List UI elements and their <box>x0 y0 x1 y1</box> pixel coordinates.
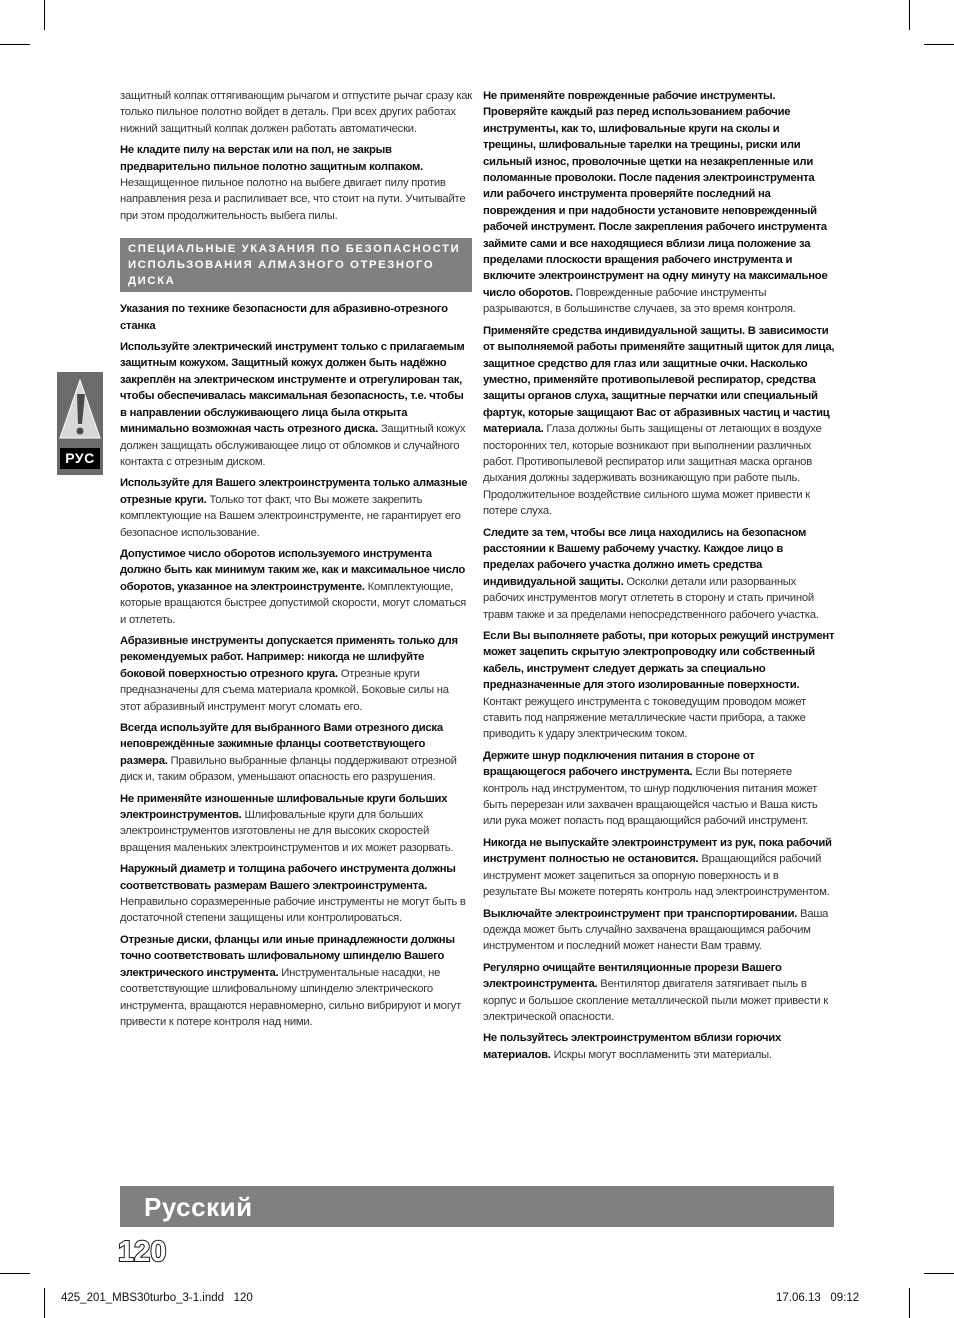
crop-mark <box>44 0 45 30</box>
right-column <box>483 88 835 1068</box>
instruction-paragraph: Абразивные инструменты допускается применять только для рекомендуемых работ. Например: никогда не шлифуйте боковой поверхностью отрезного круга. Отрезные круги предназначены для съема материала кромкой. Боковые силы на этот абразивный инструмент могут сломать его. <box>120 634 458 713</box>
instruction-paragraph: Используйте для Вашего электроинструмента только алмазные отрезные круги. Только тот факт, что Вы можете закрепить комплектующие на Вашем электроинструменте, не гарантирует его безопасное использование. <box>120 477 468 539</box>
print-slug-file: 425_201_MBS30turbo_3-1.indd 120 <box>61 1292 253 1304</box>
warning-exclamation-icon <box>57 372 103 448</box>
language-side-tab <box>57 372 103 475</box>
instruction-paragraph: Выключайте электроинструмент при транспортировании. Ваша одежда может быть случайно захвачена вращающимся рабочим инструментом и последний может нанести Вам травму. <box>483 907 829 953</box>
language-title: Русский <box>144 1192 253 1222</box>
instruction-paragraph: Используйте электрический инструмент только с прилагаемым защитным кожухом. Защитный кожух должен быть надёжно закреплён на электрическом инструменте и отрегулирован так, чтобы обеспечивалась максимальная безопасность, т.е. чтобы в направлении обслуживающего лица была открыта минимально возможная часть отрезного диска. Защитный кожух должен защищать обслуживающее лицо от обломков и случайного контакта с отрезным диском. <box>120 341 466 468</box>
print-slug-date: 17.06.13 09:12 <box>776 1292 860 1304</box>
instruction-paragraph: Не применяйте изношенные шлифовальные круги больших электроинструментов. Шлифовальные круги для больших электроинструментов изготовлены не для высоких скоростей вращения маленьких электроинструментов и их может разорвать. <box>120 792 454 854</box>
instruction-paragraph: Регулярно очищайте вентиляционные прорези Вашего электроинструмента. Вентилятор двигателя затягивает пыль в корпус и большое скопление металлической пыли может привести к электрической опасности. <box>483 961 828 1023</box>
crop-mark <box>924 1273 954 1274</box>
intro-paragraph: защитный колпак оттягивающим рычагом и отпустите рычаг сразу как только пильное полотно войдет в деталь. При всех других работах нижний защитный колпак должен работать автоматически. <box>120 90 472 135</box>
left-column <box>120 88 472 1035</box>
instruction-paragraph: Применяйте средства индивидуальной защиты. В зависимости от выполняемой работы применяйте защитный щиток для лица, защитное средство для глаз или защитные очки. Насколько уместно, применяйте противопылевой респиратор, средства защиты органов слуха, защитные перчатки или специальный фартук, которые защищают Вас от абразивных частиц и частиц материала. Глаза должны быть защищены от летающих в воздухе посторонних тел, которые возникают при выполнении различных работ. Противопылевой респиратор или защитная маска органов дыхания должны задерживать возникающую при работе пыль. Продолжительное воздействие сильного шума может привести к потере слуха. <box>483 324 835 518</box>
crop-mark <box>44 1288 45 1318</box>
crop-mark <box>924 44 954 45</box>
instruction-paragraph: Если Вы выполняете работы, при которых режущий инструмент может зацепить скрытую электропроводку или собственный кабель, инструмент следует держать за специально предназначенные для этого изолированные поверхности. Контакт режущего инструмента с токоведущим проводом может ставить под напряжение металлические части прибора, а также приводить к удару электрическим током. <box>483 630 835 741</box>
page-number: 120 <box>118 1236 167 1268</box>
crop-mark <box>0 1273 30 1274</box>
instruction-paragraph: Никогда не выпускайте электроинструмент из рук, пока рабочий инструмент полностью не остановится. Вращающийся рабочий инструмент может зацепиться за опорную поверхность и в результате Вы можете потерять контроль над электроинструментом. <box>483 836 832 899</box>
instruction-paragraph: Всегда используйте для выбранного Вами отрезного диска неповреждённые зажимные фланцы соответствующего размера. Правильно выбранные фланцы поддерживают отрезной диск и, таким образом, уменьшают опасность его разрушения. <box>120 722 457 784</box>
instruction-paragraph: Следите за тем, чтобы все лица находились на безопасном расстоянии к Вашему рабочему участку. Каждое лицо в пределах рабочего участка должно иметь средства индивидуальной защиты. Осколки детали или разорванных рабочих инструментов могут отлететь в сторону и стать причиной травм также и за пределами непосредственного рабочего участка. <box>483 526 819 621</box>
instruction-paragraph: Не кладите пилу на верстак или на пол, не закрыв предварительно пильное полотно защитным колпаком. Незащищенное пильное полотно на выбеге двигает пилу против направления реза и распиливает все, что стоит на пути. Учитывайте при этом продолжительность выбега пилы. <box>120 144 466 222</box>
language-footer-bar <box>120 1186 834 1227</box>
instruction-paragraph: Не пользуйтесь электроинструментом вблизи горючих материалов. Искры могут воспламенить эти материалы. <box>483 1032 781 1061</box>
instruction-paragraph: Не применяйте поврежденные рабочие инструменты. Проверяйте каждый раз перед использованием рабочие инструменты, как то, шлифовальные круги на сколы и трещины, шлифовальные тарелки на трещины, риски или сильный износ, проволочные щетки на незакрепленные или поломанные проволоки. После падения электроинструмента или рабочего инструмента проверяйте последний на повреждения и при надобности установите неповрежденный рабочей инструмент. После закрепления рабочего инструмента займите сами и все находящиеся вблизи лица положение за пределами плоскости вращения рабочего инструмента и включите электроинструмент на одну минуту на максимальное число оборотов. Поврежденные рабочие инструменты разрываются, в большинстве случаев, за это время контроля. <box>483 90 828 316</box>
section-heading: СПЕЦИАЛЬНЫЕ УКАЗАНИЯ ПО БЕЗОПАСНОСТИ ИСПОЛЬЗОВАНИЯ АЛМАЗНОГО ОТРЕЗНОГО ДИСКА <box>120 238 472 292</box>
instruction-paragraph: Держите шнур подключения питания в стороне от вращающегося рабочего инструмента. Если Вы потеряете контроль над инструментом, то шнур подключения питания может быть перерезан или захвачен вращающейся частью и Ваша кисть или рука может попасть под вращающийся рабочий инструмент. <box>483 749 818 828</box>
language-code-label: РУС <box>60 448 100 469</box>
crop-mark <box>909 1288 910 1318</box>
crop-mark <box>0 44 30 45</box>
instruction-paragraph: Отрезные диски, фланцы или иные принадлежности должны точно соответствовать шлифовальному шпинделю Вашего электрического инструмента. Инструментальные насадки, не соответствующие шлифовальному шпинделю электрического инструмента, вращаются неравномерно, сильно вибрируют и могут привести к потере контроля над ними. <box>120 933 462 1028</box>
instruction-paragraph: Допустимое число оборотов используемого инструмента должно быть как минимум таким же, как и максимальное число оборотов, указанное на электроинструменте. Комплектующие, которые вращаются быстрее допустимой скорости, могут сломаться и отлететь. <box>120 547 467 626</box>
subheading: Указания по технике безопасности для абразивно-отрезного станка <box>120 303 448 332</box>
crop-mark <box>909 0 910 30</box>
instruction-paragraph: Наружный диаметр и толщина рабочего инструмента должны соответствовать размерам Вашего электроинструмента. Неправильно соразмеренные рабочие инструменты не могут быть в достаточной степени защищены или контролироваться. <box>120 863 466 925</box>
